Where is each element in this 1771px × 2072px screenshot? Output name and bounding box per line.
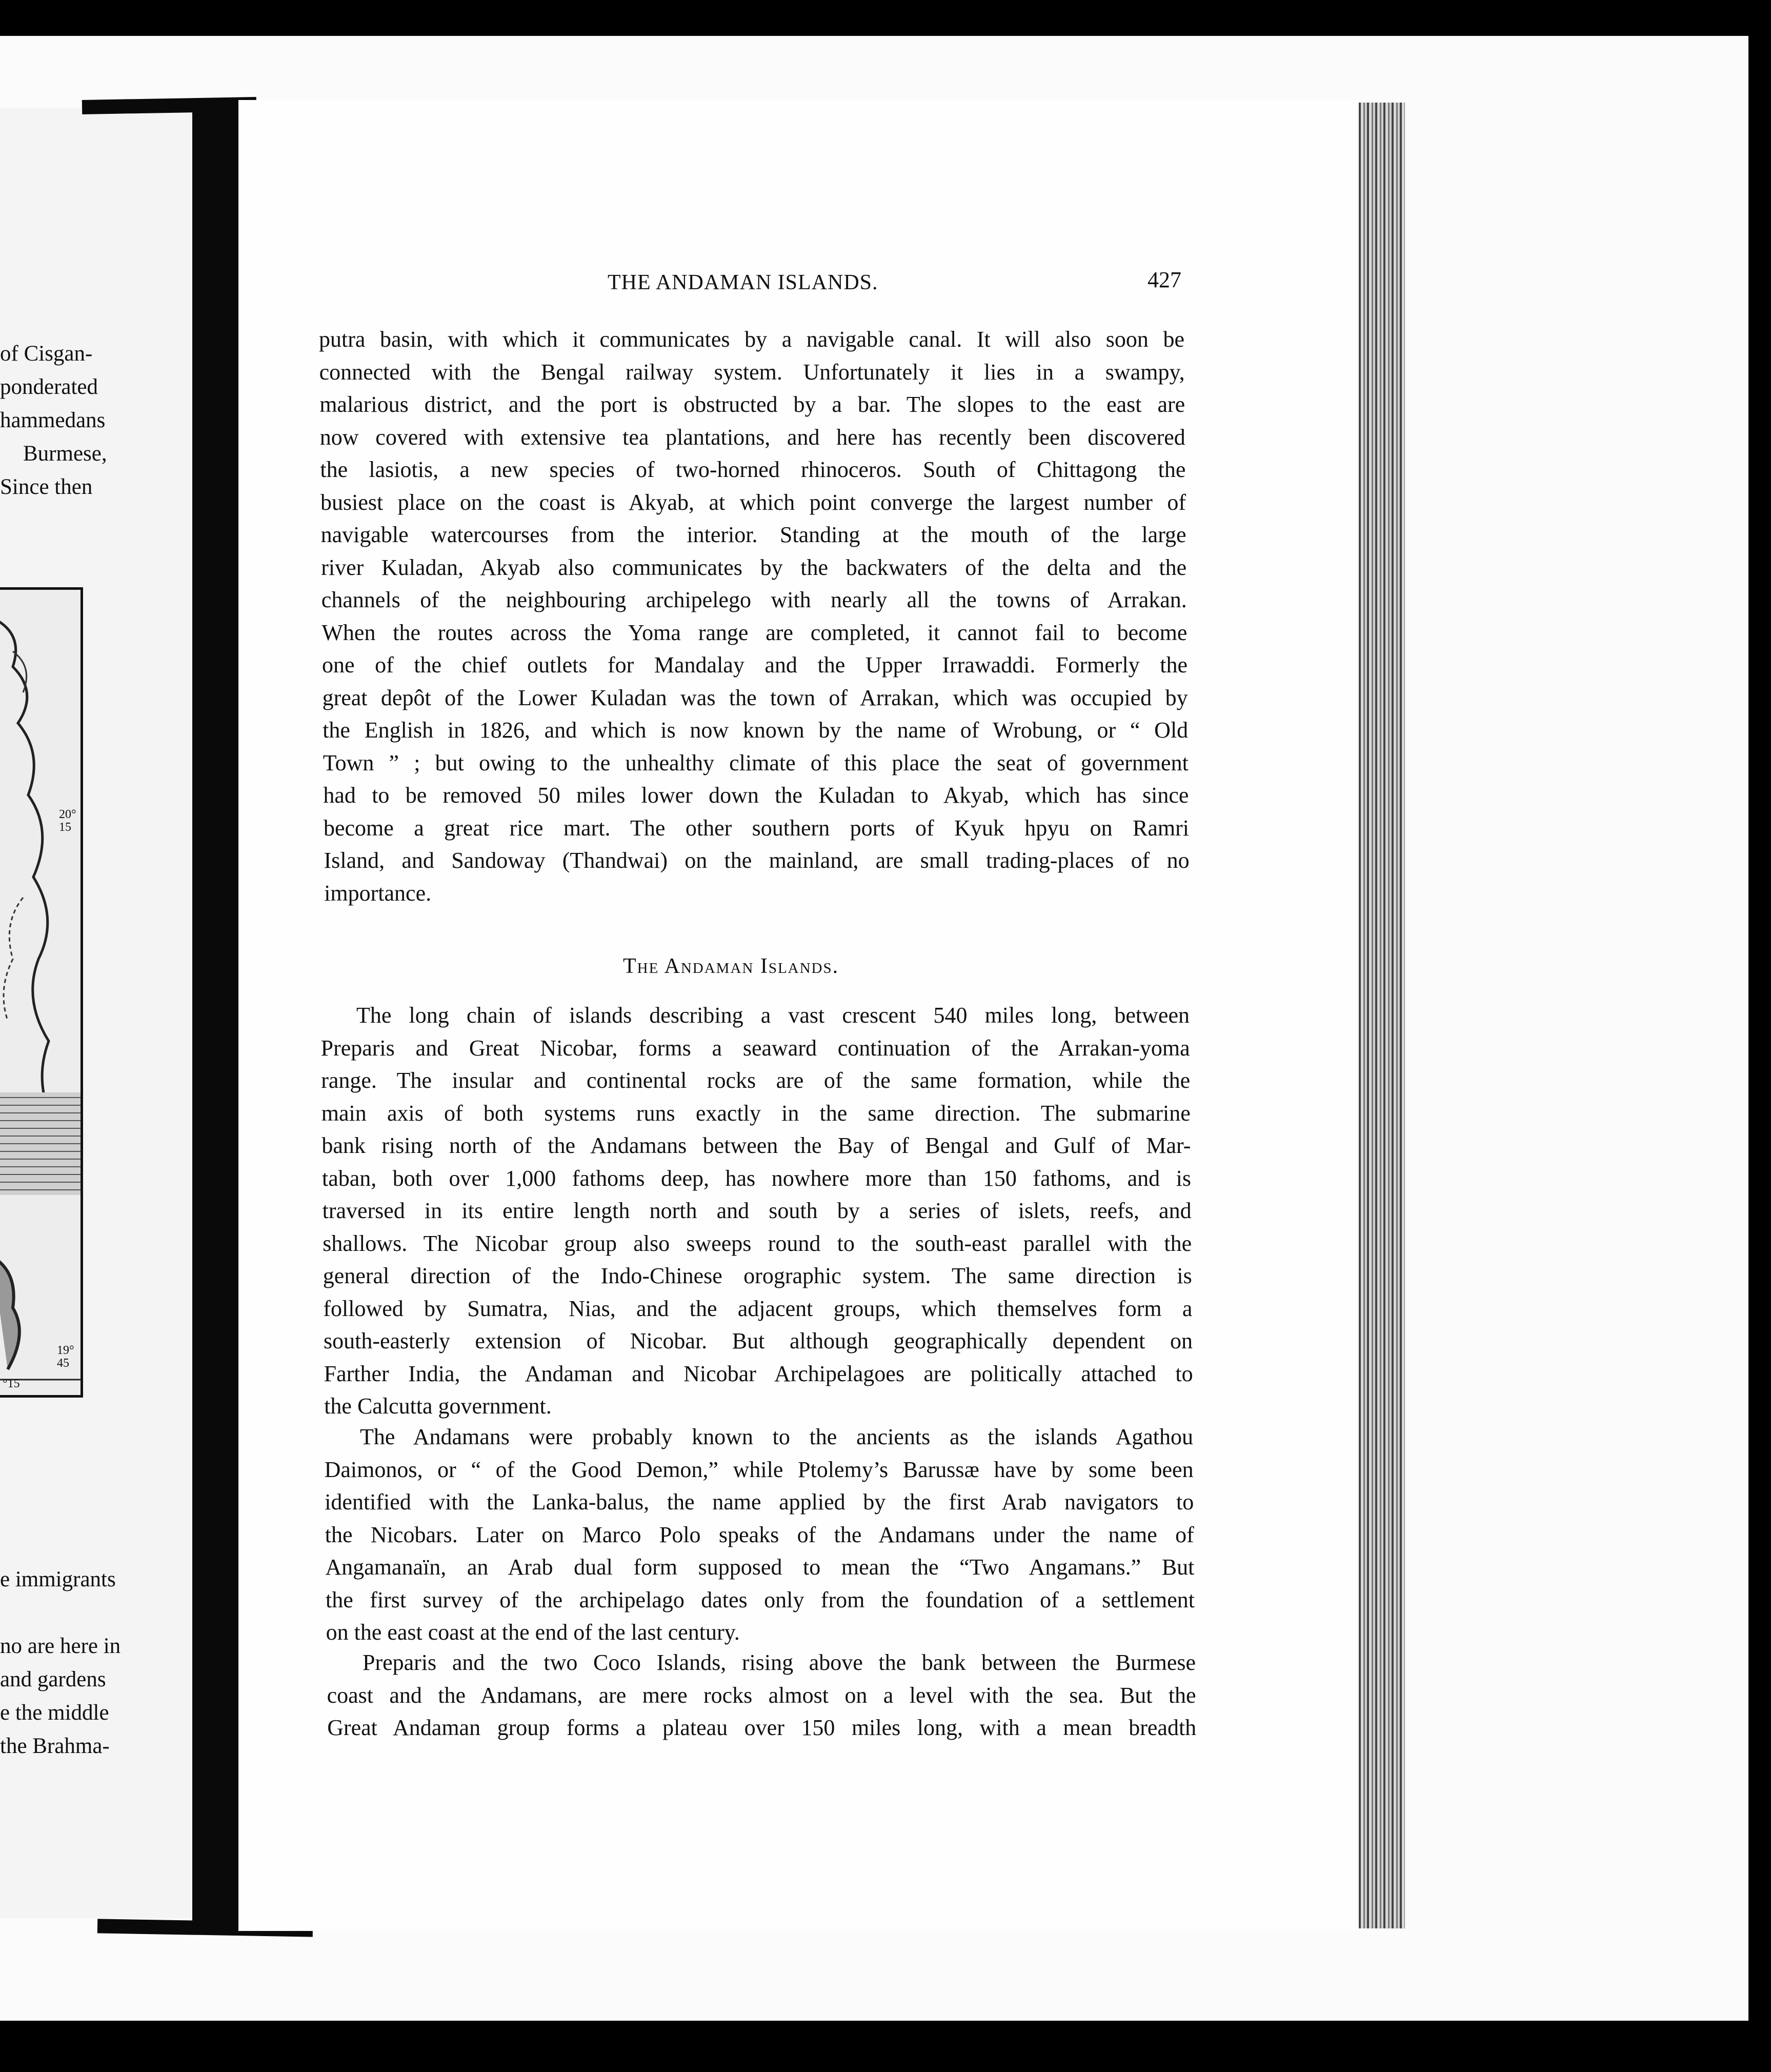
left-page-line: e the middle [0, 1701, 109, 1725]
page-number: 427 [1148, 267, 1181, 292]
text-line: now covered with extensive tea plantations, and here has recently been discovered [319, 424, 1185, 450]
text-line: Island, and Sandoway (Thandwai) on the mainland, are small trading-places of no [324, 848, 1190, 873]
page-edge-stack [1359, 103, 1405, 1928]
text-line: Farther India, the Andaman and Nicobar Archipelagoes are politically attached to [324, 1361, 1193, 1386]
text-line: Town ” ; but owing to the unhealthy climate of this place the seat of government [323, 750, 1189, 775]
text-line: The Andamans were probably known to the ancients as the islands Agathou [360, 1424, 1193, 1449]
text-line: Preparis and Great Nicobar, forms a seaward continuation of the Arrakan-yoma [320, 1035, 1190, 1061]
text-line: bank rising north of the Andamans between the Bay of Bengal and Gulf of Mar- [321, 1133, 1191, 1158]
map-latitude-minutes-label: 15 [59, 821, 71, 834]
map-latitude-label: 20° [59, 808, 76, 821]
text-line: identified with the Lanka-balus, the name applied by the first Arab navigators to [325, 1489, 1194, 1515]
text-line: river Kuladan, Akyab also communicates by the backwaters of the delta and the [321, 554, 1187, 580]
text-line: become a great rice mart. The other southern ports of Kyuk hpyu on Ramri [324, 815, 1189, 841]
map-drawing [0, 590, 80, 1395]
scan-bottom-border [0, 2021, 1771, 2072]
text-line: the Nicobars. Later on Marco Polo speaks of the Andamans under the name of [325, 1522, 1194, 1547]
text-line: had to be removed 50 miles lower down the Kuladan to Akyab, which has since [323, 783, 1189, 808]
text-line: main axis of both systems runs exactly in the same direction. The submarine [321, 1100, 1191, 1126]
text-line: busiest place on the coast is Akyab, at which point converge the largest number of [320, 489, 1186, 515]
left-page-line: and gardens [0, 1667, 106, 1691]
text-line: shallows. The Nicobar group also sweeps round to the south-east parallel with the [323, 1230, 1192, 1256]
left-page [0, 108, 215, 1918]
text-line: followed by Sumatra, Nias, and the adjacent groups, which themselves form a [323, 1296, 1193, 1321]
text-line: Preparis and the two Coco Islands, rising above the bank between the Burmese [363, 1650, 1196, 1675]
text-line: The long chain of islands describing a vast crescent 540 miles long, between [356, 1003, 1190, 1028]
text-line: the first survey of the archipelago dates only from the foundation of a settlement [326, 1587, 1195, 1612]
text-line: putra basin, with which it communicates by a navigable canal. It will also soon be [319, 327, 1184, 352]
text-line: traversed in its entire length north and south by a series of islets, reefs, and [322, 1198, 1192, 1223]
left-page-line: hammedans [0, 408, 106, 432]
left-page-line: ponderated [0, 375, 98, 399]
text-line: channels of the neighbouring archipelego with nearly all the towns of Arrakan. [321, 587, 1187, 612]
map-latitude-label: 19° [57, 1344, 74, 1357]
text-line: malarious district, and the port is obstructed by a bar. The slopes to the east are [319, 392, 1185, 417]
running-head: THE ANDAMAN ISLANDS. [608, 271, 878, 294]
left-page-line: no are here in [0, 1634, 121, 1658]
text-line: the Calcutta government. [324, 1393, 552, 1419]
text-line: the lasiotis, a new species of two-horned rhinoceros. South of Chittagong the [320, 457, 1186, 482]
text-line: range. The insular and continental rocks are of the same formation, while the [321, 1068, 1191, 1093]
map-latitude-minutes-label: 45 [57, 1357, 69, 1370]
text-line: one of the chief outlets for Mandalay and the Upper Irrawaddi. Formerly the [322, 652, 1188, 678]
left-page-line: Since then [0, 475, 93, 499]
left-page-line: Burmese, [23, 442, 107, 466]
text-line: great depôt of the Lower Kuladan was the town of Arrakan, which was occupied by [322, 685, 1188, 710]
text-line: connected with the Bengal railway system. Unfortunately it lies in a swampy, [319, 359, 1185, 385]
text-line: Daimonos, or “ of the Good Demon,” while Ptolemy’s Barussæ have by some been [324, 1457, 1194, 1482]
text-line: importance. [324, 880, 432, 906]
text-line: navigable watercourses from the interior. Standing at the mouth of the large [320, 522, 1186, 547]
text-line: coast and the Andamans, are mere rocks almost on a level with the sea. But the [327, 1682, 1196, 1708]
map-illustration [0, 587, 83, 1398]
left-page-line: of Cisgan- [0, 342, 93, 366]
text-line: the English in 1826, and which is now known by the name of Wrobung, or “ Old [323, 718, 1189, 743]
section-title: The Andaman Islands. [623, 954, 839, 978]
text-line: Great Andaman group forms a plateau over 150 miles long, with a mean breadth [327, 1715, 1197, 1740]
map-longitude-label: °15 [3, 1377, 20, 1390]
book-spine [192, 100, 238, 1931]
left-page-line: the Brahma- [0, 1734, 110, 1758]
left-page-line: e immigrants [0, 1567, 116, 1591]
text-line: south-easterly extension of Nicobar. But although geographically dependent on [324, 1328, 1193, 1353]
text-line: on the east coast at the end of the last century. [326, 1620, 740, 1645]
text-line: Angamanaïn, an Arab dual form supposed to mean the “Two Angamans.” But [325, 1555, 1195, 1580]
text-line: When the routes across the Yoma range are completed, it cannot fail to become [321, 620, 1188, 645]
text-line: general direction of the Indo-Chinese orographic system. The same direction is [323, 1263, 1192, 1288]
text-line: taban, both over 1,000 fathoms deep, has nowhere more than 150 fathoms, and is [322, 1165, 1191, 1191]
